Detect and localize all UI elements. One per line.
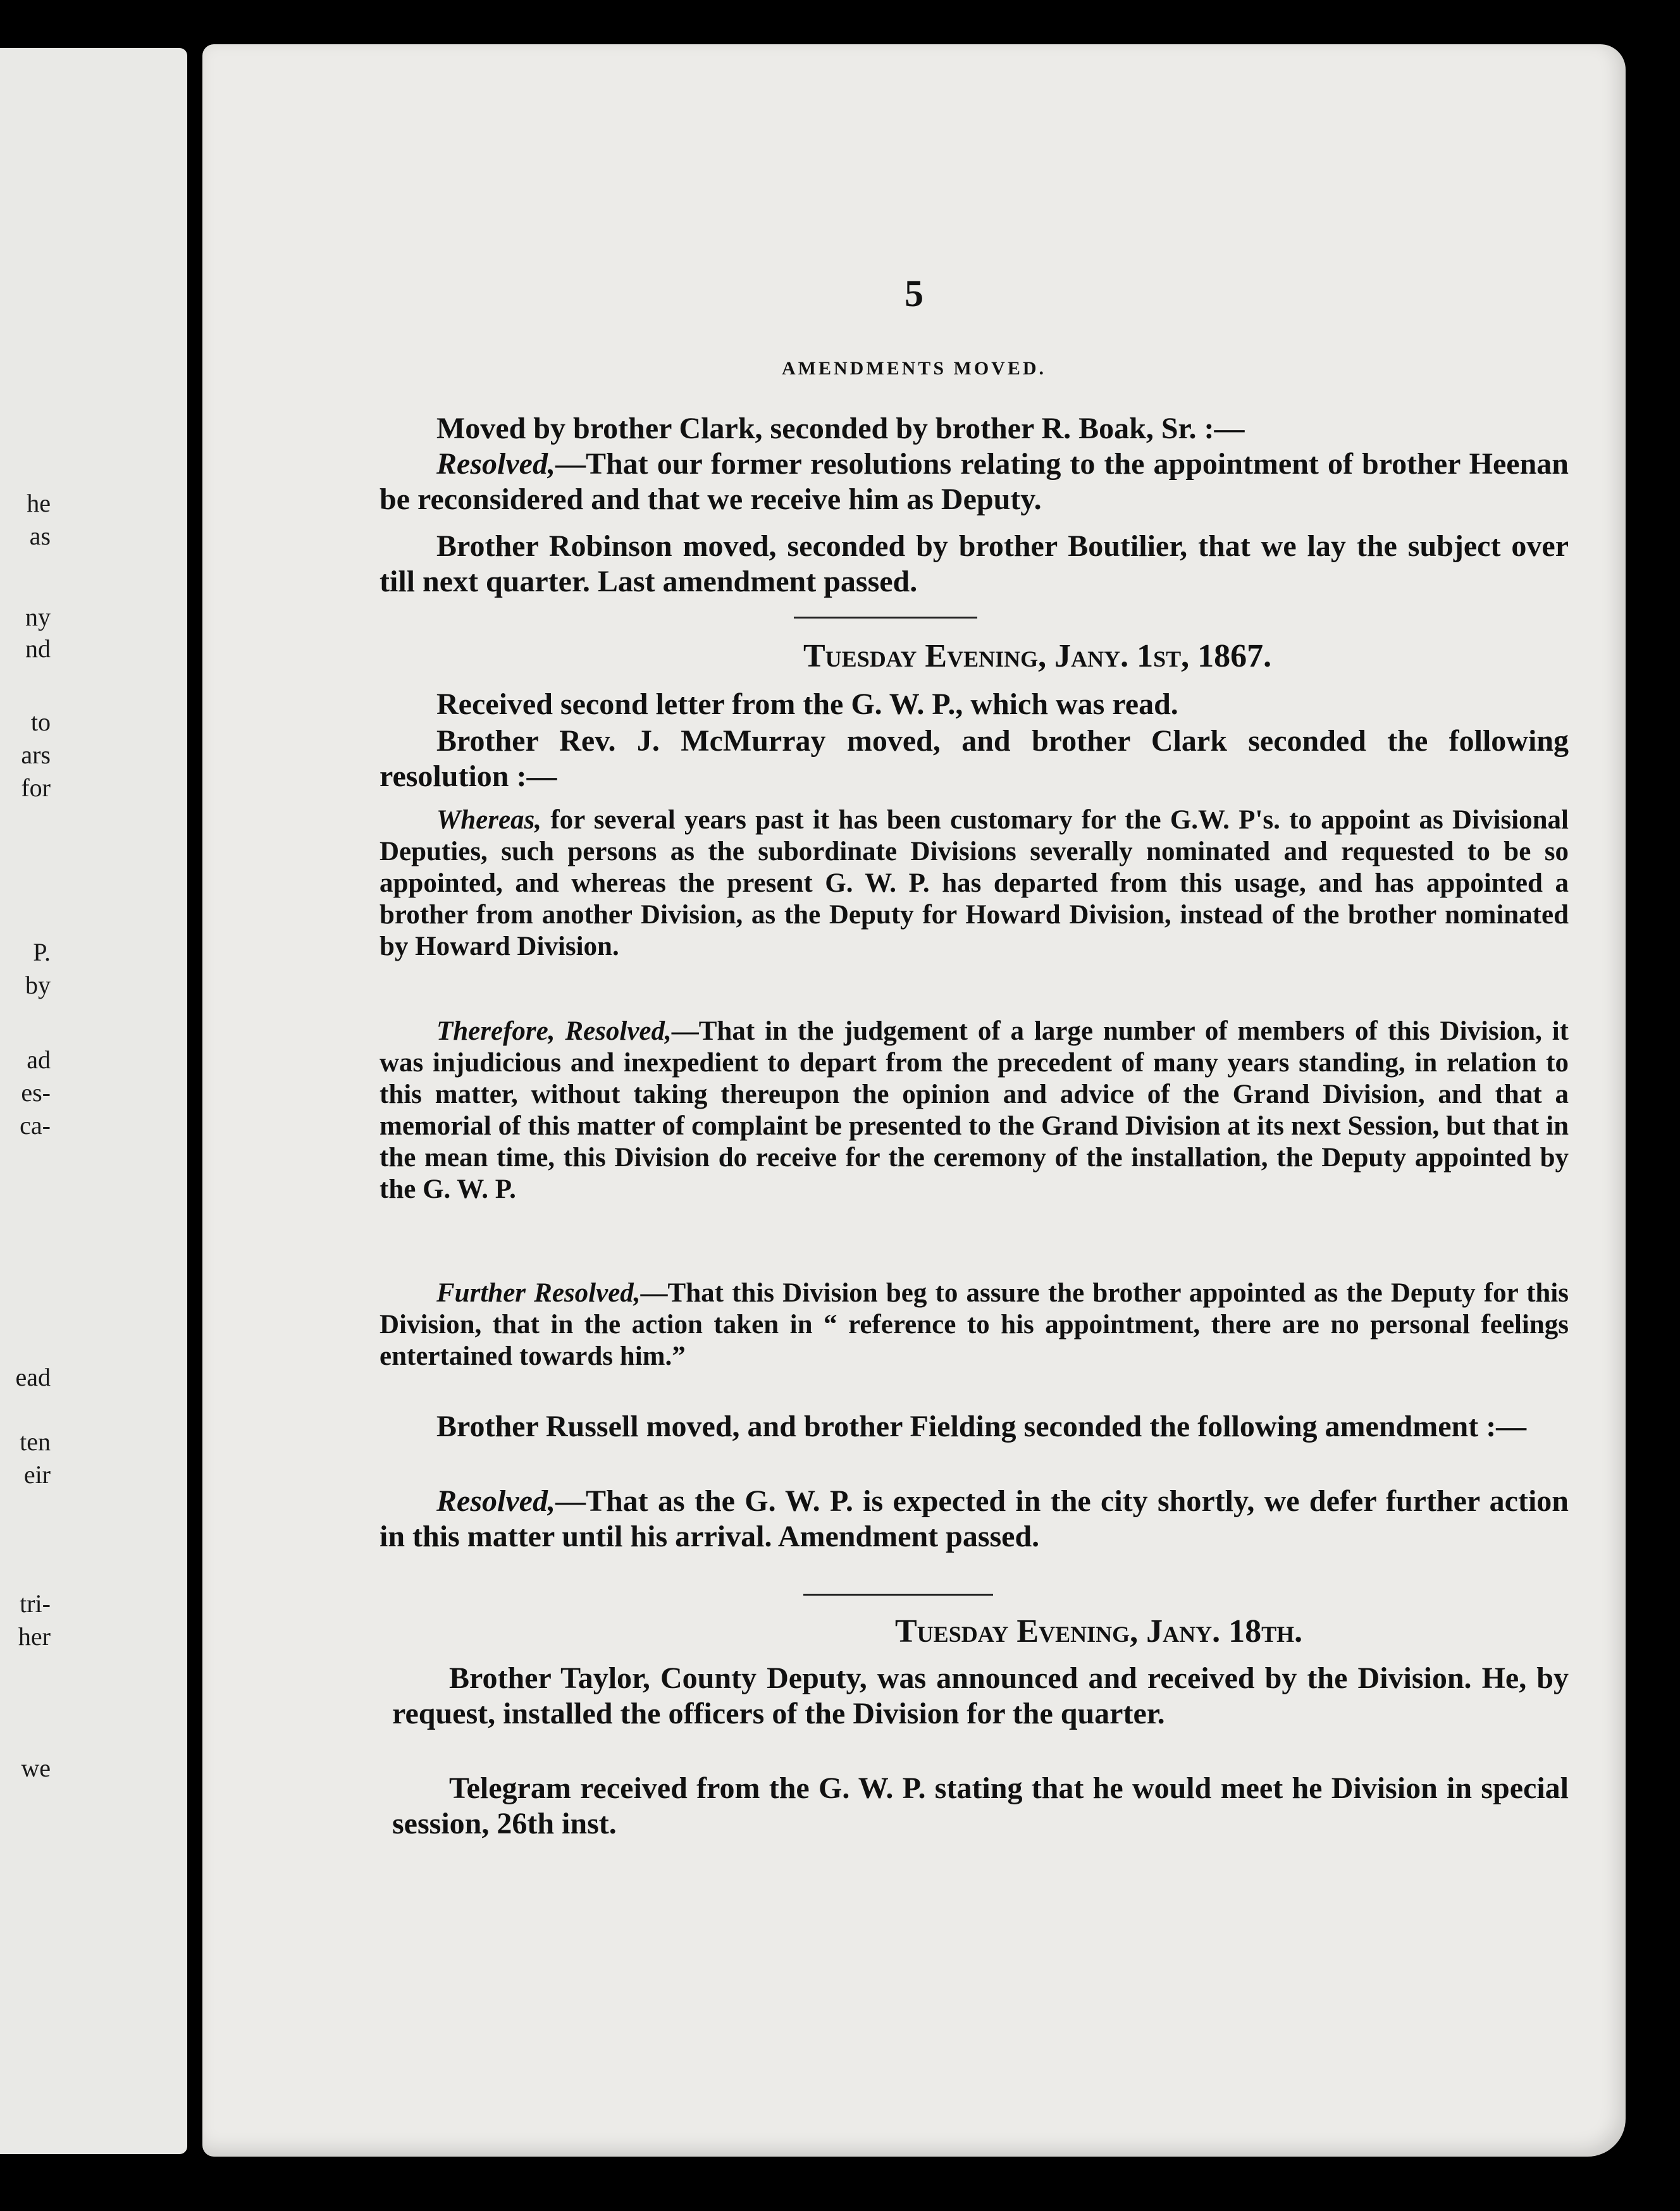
paragraph-moved: Moved by brother Clark, seconded by brother R. Boak, Sr. :— — [436, 412, 1245, 445]
margin-fragment: by — [25, 971, 51, 999]
section-heading: AMENDMENTS MOVED. — [782, 358, 1046, 379]
therefore-text: —That in the judgement of a large number of members of this Division, it was injudicious and inexpedient to depart from the precedent of many years standing, in relation to this matter, without taking thereupon the opinion and advice of the Grand Division, and that a memorial of this matter of complaint be presented to the Grand Division at its next Session, but that in the mean time, this Division do receive for the ceremony of the installation, the Deputy appointed by the G. W. P. — [380, 1016, 1569, 1204]
margin-fragment: P. — [33, 938, 51, 966]
dateline-jan-1: Tuesday Evening, Jany. 1st, 1867. — [803, 638, 1272, 674]
paragraph-russell: Brother Russell moved, and brother Fielding seconded the following amendment :— — [436, 1410, 1527, 1443]
margin-fragment: ad — [27, 1045, 51, 1074]
further-text: —That this Division beg to assure the brother appointed as the Deputy for this Division, that in the action taken in “ reference to his appointment, there are no personal feelings entertained towards him.” — [380, 1278, 1569, 1371]
page-number: 5 — [905, 273, 923, 314]
margin-fragment: ca- — [20, 1111, 51, 1140]
resolved-text-2: —That as the G. W. P. is expected in the city shortly, we defer further action in this matter until his arrival. Amendment passed. — [380, 1484, 1569, 1553]
margin-fragment: ead — [15, 1363, 51, 1391]
whereas-text: for several years past it has been customary for the G.W. P's. to appoint as Divisional Deputies, such persons as the subordinate Divisions severally nominated and requested to be so appointed, and whereas the present G. W. P. has departed from this usage, and has appointed a brother from another Division, as the Deputy for Howard Division, instead of the brother nominated by Howard Division. — [380, 805, 1569, 961]
margin-fragment: he — [27, 489, 51, 517]
further-label: Further Resolved, — [436, 1278, 641, 1308]
margin-fragment: to — [30, 708, 51, 736]
dateline-jan-18: Tuesday Evening, Jany. 18th. — [895, 1613, 1303, 1649]
margin-fragment: for — [21, 773, 51, 802]
paragraph-taylor: Brother Taylor, County Deputy, was announced and received by the Division. He, by request, installed the officers of the Division for the quarter. — [392, 1661, 1569, 1730]
margin-fragment: nd — [25, 634, 51, 663]
paragraph-therefore — [380, 1016, 1569, 1205]
paragraph-whereas — [380, 804, 1569, 963]
paragraph-resolved-1 — [380, 447, 1569, 517]
document-page — [202, 44, 1626, 2157]
margin-fragment: eir — [23, 1460, 51, 1489]
margin-fragment: es- — [21, 1078, 51, 1107]
paragraph-robinson: Brother Robinson moved, seconded by brother Boutilier, that we lay the subject over till next quarter. Last amendment passed. — [380, 529, 1569, 598]
paragraph-telegram: Telegram received from the G. W. P. stating that he would meet he Division in special session, 26th inst. — [392, 1771, 1569, 1840]
paragraph-further — [380, 1278, 1569, 1372]
divider — [803, 1594, 993, 1596]
paragraph-resolved-2 — [380, 1484, 1569, 1555]
resolved-text: —That our former resolutions relating to the appointment of brother Heenan be reconsidered and that we receive him as Deputy. — [380, 447, 1569, 516]
resolved-label: Resolved, — [436, 447, 555, 481]
whereas-label: Whereas, — [436, 805, 542, 835]
margin-fragment: tri- — [20, 1589, 51, 1618]
margin-fragment: ten — [20, 1427, 51, 1456]
margin-fragment: as — [29, 522, 51, 550]
resolved-label-2: Resolved, — [436, 1484, 555, 1518]
margin-fragment: her — [18, 1622, 51, 1651]
divider — [794, 617, 977, 619]
paragraph-letter: Received second letter from the G. W. P., which was read. — [436, 687, 1178, 721]
margin-fragment: ny — [25, 603, 51, 631]
therefore-label: Therefore, Resolved, — [436, 1016, 672, 1046]
margin-fragment: ars — [21, 741, 51, 769]
margin-fragment: we — [21, 1754, 51, 1782]
paragraph-mcmurray: Brother Rev. J. McMurray moved, and brother Clark seconded the following resolution :— — [380, 724, 1569, 793]
left-page-margin — [0, 48, 187, 2154]
